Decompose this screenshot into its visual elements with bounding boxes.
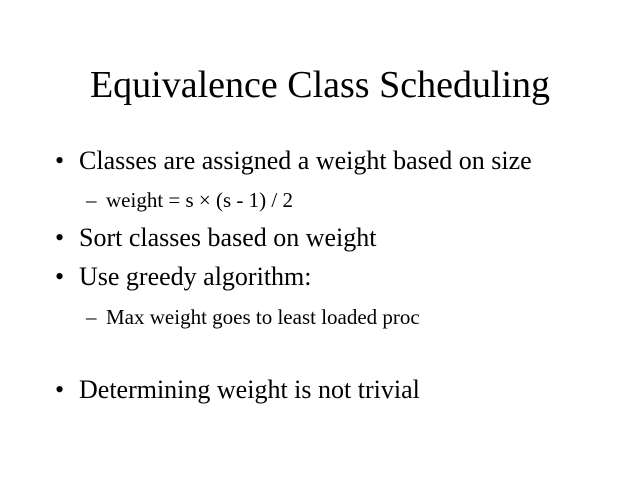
bullet-text: Classes are assigned a weight based on size (79, 146, 532, 175)
bullet-marker: • (55, 375, 65, 404)
bullet-marker: • (55, 262, 65, 291)
dash-marker: – (86, 188, 97, 212)
bullet-text: Sort classes based on weight (79, 223, 377, 252)
bullet-item (55, 222, 377, 254)
dash-marker: – (86, 305, 97, 329)
slide-title: Equivalence Class Scheduling (89, 64, 551, 106)
bullet-text: Determining weight is not trivial (79, 375, 420, 404)
sub-bullet-item (86, 187, 293, 213)
bullet-marker: • (55, 223, 65, 252)
bullet-item (55, 145, 532, 177)
bullet-item (55, 261, 312, 293)
sub-bullet-item (86, 304, 420, 330)
bullet-item (55, 374, 420, 406)
bullet-marker: • (55, 146, 65, 175)
sub-bullet-text: weight = s × (s - 1) / 2 (106, 188, 294, 212)
bullet-text: Use greedy algorithm: (79, 262, 312, 291)
sub-bullet-text: Max weight goes to least loaded proc (106, 305, 420, 329)
